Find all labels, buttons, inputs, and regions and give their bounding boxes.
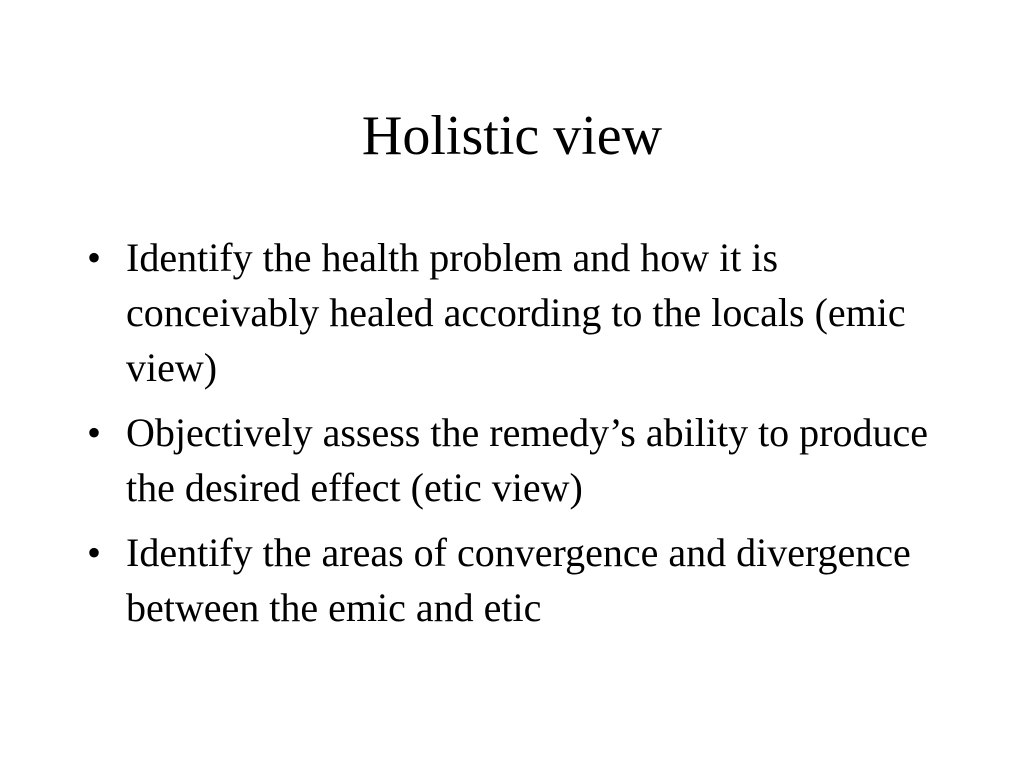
bullet-text: Identify the areas of convergence and divergence between the emic and etic (126, 530, 911, 630)
bullet-text: Objectively assess the remedy’s ability to produce the desired effect (etic view) (126, 410, 929, 510)
bullet-icon: • (87, 235, 102, 280)
bullet-icon: • (87, 530, 102, 575)
bullet-item (80, 230, 940, 395)
bullet-item (80, 525, 940, 635)
bullet-text: Identify the health problem and how it is conceivably healed according to the locals (emic view) (126, 235, 906, 390)
bullet-icon: • (87, 410, 102, 455)
bullet-list (80, 230, 940, 645)
bullet-item (80, 405, 940, 515)
slide-title: Holistic view (361, 105, 663, 167)
